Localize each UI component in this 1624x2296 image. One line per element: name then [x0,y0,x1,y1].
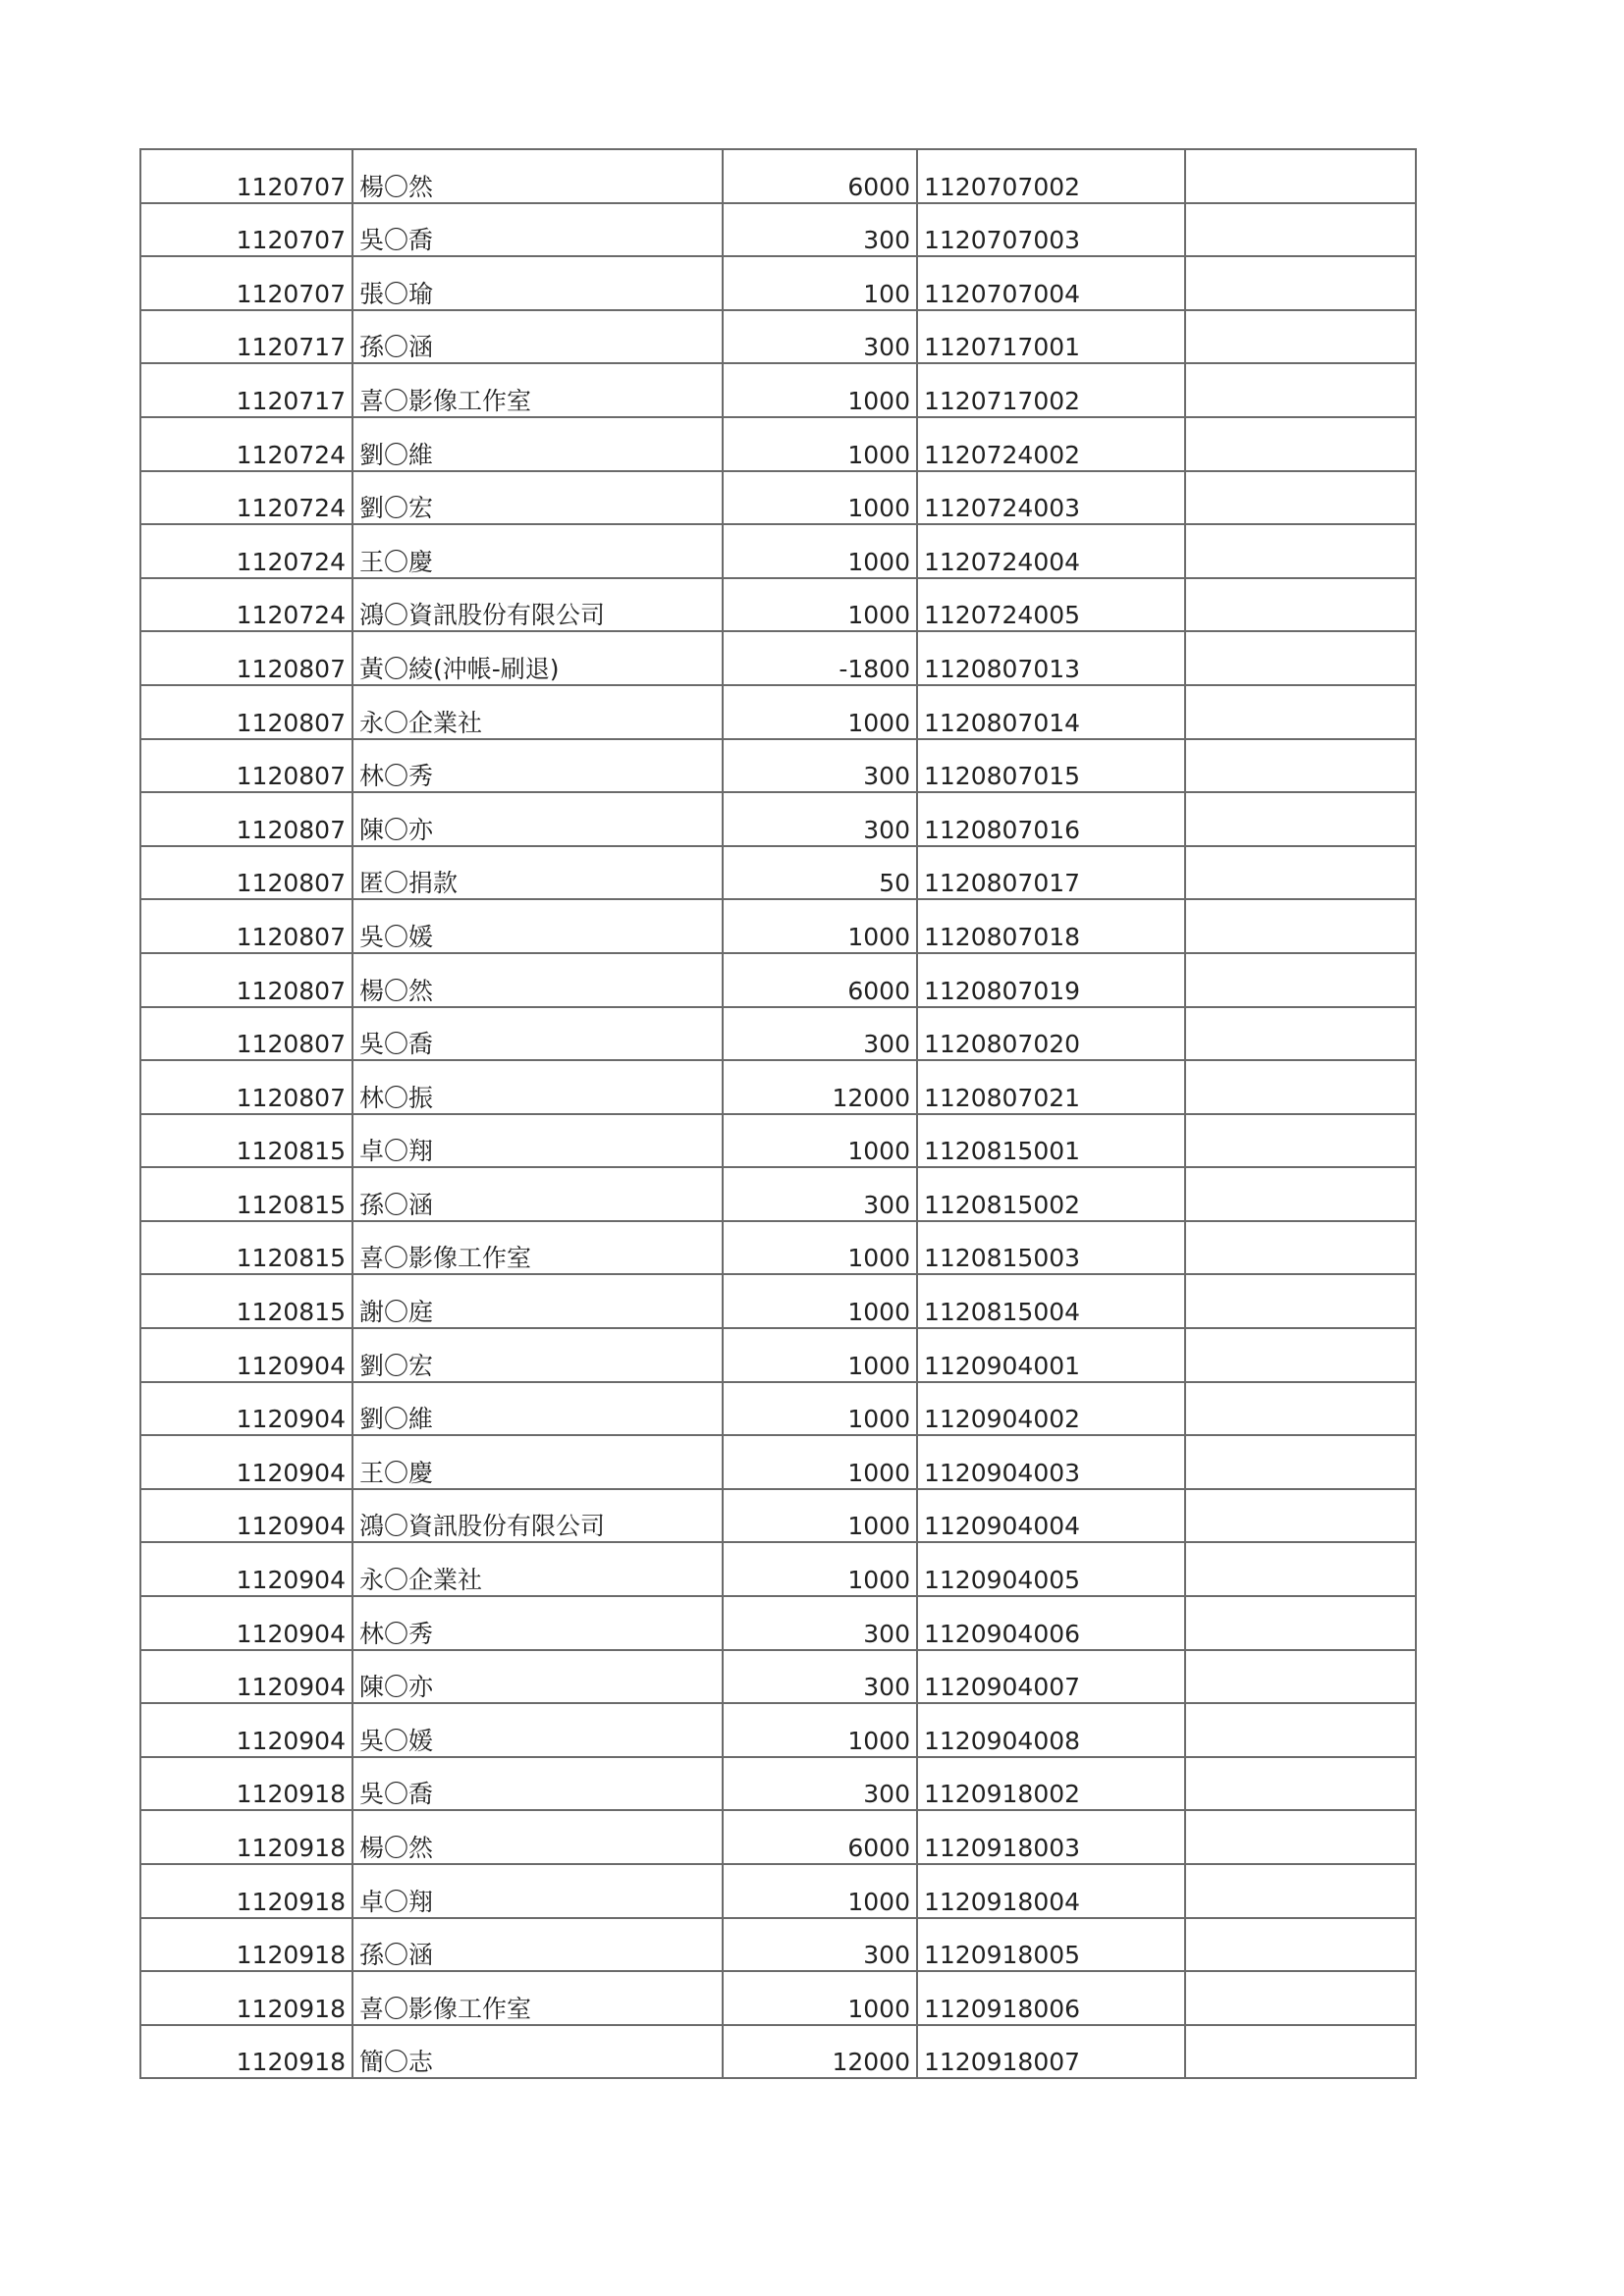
note-cell [1185,1542,1416,1596]
note-cell [1185,1489,1416,1543]
note-cell [1185,846,1416,900]
table-row [140,953,1416,1007]
date-cell: 1120807 [140,899,352,953]
donor-name-cell: 永〇企業社 [352,685,723,739]
note-cell [1185,203,1416,257]
table-row [140,685,1416,739]
note-cell [1185,1274,1416,1328]
donor-name-cell: 鴻〇資訊股份有限公司 [352,578,723,632]
amount-cell: -1800 [723,631,917,685]
donor-name-cell: 張〇瑜 [352,256,723,310]
donor-name-cell: 劉〇維 [352,1382,723,1436]
amount-cell: 300 [723,310,917,364]
table-row [140,1542,1416,1596]
note-cell [1185,1864,1416,1918]
date-cell: 1120918 [140,2025,352,2079]
donor-name-cell: 吳〇媛 [352,1703,723,1757]
date-cell: 1120807 [140,631,352,685]
table-row [140,1060,1416,1114]
note-cell [1185,256,1416,310]
amount-cell: 300 [723,1757,917,1811]
date-cell: 1120904 [140,1596,352,1650]
amount-cell: 1000 [723,899,917,953]
donor-name-cell: 吳〇喬 [352,203,723,257]
date-cell: 1120807 [140,792,352,846]
date-cell: 1120707 [140,149,352,203]
date-cell: 1120707 [140,203,352,257]
amount-cell: 1000 [723,1489,917,1543]
note-cell [1185,1757,1416,1811]
table-row [140,1167,1416,1221]
donor-name-cell: 吳〇媛 [352,899,723,953]
amount-cell: 1000 [723,1328,917,1382]
donor-name-cell: 孫〇涵 [352,310,723,364]
donation-table [139,148,1417,2079]
table-row [140,363,1416,417]
table-row [140,792,1416,846]
date-cell: 1120918 [140,1918,352,1972]
date-cell: 1120807 [140,1060,352,1114]
donor-name-cell: 謝〇庭 [352,1274,723,1328]
note-cell [1185,1060,1416,1114]
note-cell [1185,1650,1416,1704]
note-cell [1185,1114,1416,1168]
receipt-number-cell: 1120918007 [917,2025,1185,2079]
table-row [140,1596,1416,1650]
table-row [140,310,1416,364]
receipt-number-cell: 1120707002 [917,149,1185,203]
amount-cell: 300 [723,1596,917,1650]
amount-cell: 6000 [723,149,917,203]
receipt-number-cell: 1120815003 [917,1221,1185,1275]
donor-name-cell: 吳〇喬 [352,1757,723,1811]
donor-name-cell: 黃〇綾(沖帳-刷退) [352,631,723,685]
donor-name-cell: 匿〇捐款 [352,846,723,900]
table-row [140,1918,1416,1972]
table-row [140,1114,1416,1168]
amount-cell: 1000 [723,1971,917,2025]
receipt-number-cell: 1120707003 [917,203,1185,257]
donor-name-cell: 王〇慶 [352,1435,723,1489]
date-cell: 1120807 [140,685,352,739]
receipt-number-cell: 1120724002 [917,417,1185,471]
donor-name-cell: 喜〇影像工作室 [352,1971,723,2025]
receipt-number-cell: 1120815002 [917,1167,1185,1221]
receipt-number-cell: 1120918005 [917,1918,1185,1972]
amount-cell: 50 [723,846,917,900]
amount-cell: 12000 [723,2025,917,2079]
amount-cell: 1000 [723,524,917,578]
note-cell [1185,2025,1416,2079]
donor-name-cell: 陳〇亦 [352,1650,723,1704]
receipt-number-cell: 1120904005 [917,1542,1185,1596]
table-row [140,203,1416,257]
table-row [140,1274,1416,1328]
note-cell [1185,149,1416,203]
receipt-number-cell: 1120807016 [917,792,1185,846]
date-cell: 1120724 [140,471,352,525]
amount-cell: 300 [723,1918,917,1972]
note-cell [1185,739,1416,793]
note-cell [1185,953,1416,1007]
note-cell [1185,1435,1416,1489]
donor-name-cell: 楊〇然 [352,953,723,1007]
table-row [140,846,1416,900]
amount-cell: 1000 [723,363,917,417]
amount-cell: 300 [723,203,917,257]
note-cell [1185,417,1416,471]
receipt-number-cell: 1120724004 [917,524,1185,578]
donor-name-cell: 卓〇翔 [352,1114,723,1168]
note-cell [1185,685,1416,739]
date-cell: 1120904 [140,1435,352,1489]
date-cell: 1120904 [140,1650,352,1704]
table-row [140,417,1416,471]
receipt-number-cell: 1120807020 [917,1007,1185,1061]
note-cell [1185,1382,1416,1436]
amount-cell: 1000 [723,1435,917,1489]
date-cell: 1120815 [140,1221,352,1275]
table-row [140,149,1416,203]
donor-name-cell: 王〇慶 [352,524,723,578]
table-row [140,1810,1416,1864]
donor-name-cell: 劉〇維 [352,417,723,471]
receipt-number-cell: 1120904003 [917,1435,1185,1489]
note-cell [1185,1596,1416,1650]
amount-cell: 1000 [723,1703,917,1757]
amount-cell: 6000 [723,1810,917,1864]
date-cell: 1120807 [140,1007,352,1061]
amount-cell: 1000 [723,471,917,525]
receipt-number-cell: 1120904004 [917,1489,1185,1543]
date-cell: 1120815 [140,1114,352,1168]
receipt-number-cell: 1120807018 [917,899,1185,953]
table-row [140,899,1416,953]
date-cell: 1120904 [140,1489,352,1543]
table-row [140,578,1416,632]
date-cell: 1120717 [140,363,352,417]
table-row [140,1221,1416,1275]
note-cell [1185,578,1416,632]
table-row [140,524,1416,578]
table-row [140,1382,1416,1436]
receipt-number-cell: 1120717002 [917,363,1185,417]
receipt-number-cell: 1120918002 [917,1757,1185,1811]
donor-name-cell: 喜〇影像工作室 [352,363,723,417]
receipt-number-cell: 1120724005 [917,578,1185,632]
date-cell: 1120904 [140,1703,352,1757]
table-row [140,1650,1416,1704]
amount-cell: 300 [723,739,917,793]
receipt-number-cell: 1120904001 [917,1328,1185,1382]
amount-cell: 1000 [723,1114,917,1168]
amount-cell: 300 [723,792,917,846]
donor-name-cell: 簡〇志 [352,2025,723,2079]
receipt-number-cell: 1120918006 [917,1971,1185,2025]
amount-cell: 1000 [723,578,917,632]
date-cell: 1120717 [140,310,352,364]
amount-cell: 1000 [723,1542,917,1596]
note-cell [1185,1167,1416,1221]
donor-name-cell: 楊〇然 [352,1810,723,1864]
receipt-number-cell: 1120904002 [917,1382,1185,1436]
note-cell [1185,1918,1416,1972]
receipt-number-cell: 1120807014 [917,685,1185,739]
amount-cell: 300 [723,1650,917,1704]
receipt-number-cell: 1120717001 [917,310,1185,364]
table-row [140,1489,1416,1543]
donor-name-cell: 劉〇宏 [352,471,723,525]
donor-name-cell: 林〇秀 [352,739,723,793]
note-cell [1185,471,1416,525]
table-row [140,1007,1416,1061]
date-cell: 1120807 [140,953,352,1007]
note-cell [1185,363,1416,417]
table-row [140,1864,1416,1918]
date-cell: 1120815 [140,1167,352,1221]
date-cell: 1120904 [140,1542,352,1596]
amount-cell: 300 [723,1167,917,1221]
receipt-number-cell: 1120807019 [917,953,1185,1007]
donor-name-cell: 陳〇亦 [352,792,723,846]
amount-cell: 1000 [723,685,917,739]
note-cell [1185,524,1416,578]
table-row [140,256,1416,310]
donor-name-cell: 永〇企業社 [352,1542,723,1596]
amount-cell: 1000 [723,417,917,471]
note-cell [1185,1810,1416,1864]
note-cell [1185,310,1416,364]
amount-cell: 1000 [723,1864,917,1918]
receipt-number-cell: 1120724003 [917,471,1185,525]
note-cell [1185,631,1416,685]
table-row [140,1328,1416,1382]
date-cell: 1120815 [140,1274,352,1328]
receipt-number-cell: 1120707004 [917,256,1185,310]
receipt-number-cell: 1120904008 [917,1703,1185,1757]
amount-cell: 1000 [723,1382,917,1436]
table-row [140,1435,1416,1489]
amount-cell: 6000 [723,953,917,1007]
note-cell [1185,1221,1416,1275]
date-cell: 1120724 [140,417,352,471]
amount-cell: 12000 [723,1060,917,1114]
table-row [140,631,1416,685]
amount-cell: 1000 [723,1221,917,1275]
date-cell: 1120904 [140,1328,352,1382]
donor-name-cell: 林〇秀 [352,1596,723,1650]
receipt-number-cell: 1120904007 [917,1650,1185,1704]
receipt-number-cell: 1120918004 [917,1864,1185,1918]
donor-name-cell: 孫〇涵 [352,1918,723,1972]
receipt-number-cell: 1120807013 [917,631,1185,685]
table-row [140,1703,1416,1757]
donor-name-cell: 孫〇涵 [352,1167,723,1221]
date-cell: 1120904 [140,1382,352,1436]
date-cell: 1120918 [140,1810,352,1864]
date-cell: 1120807 [140,846,352,900]
receipt-number-cell: 1120815004 [917,1274,1185,1328]
table-row [140,1757,1416,1811]
table-row [140,1971,1416,2025]
receipt-number-cell: 1120807017 [917,846,1185,900]
amount-cell: 100 [723,256,917,310]
table-row [140,471,1416,525]
amount-cell: 1000 [723,1274,917,1328]
table-row [140,739,1416,793]
receipt-number-cell: 1120807021 [917,1060,1185,1114]
receipt-number-cell: 1120918003 [917,1810,1185,1864]
date-cell: 1120724 [140,578,352,632]
donor-name-cell: 卓〇翔 [352,1864,723,1918]
date-cell: 1120707 [140,256,352,310]
donation-table-body [140,149,1416,2078]
date-cell: 1120918 [140,1971,352,2025]
date-cell: 1120918 [140,1757,352,1811]
donor-name-cell: 鴻〇資訊股份有限公司 [352,1489,723,1543]
note-cell [1185,1328,1416,1382]
receipt-number-cell: 1120815001 [917,1114,1185,1168]
date-cell: 1120918 [140,1864,352,1918]
donor-name-cell: 楊〇然 [352,149,723,203]
note-cell [1185,1703,1416,1757]
donor-name-cell: 林〇振 [352,1060,723,1114]
amount-cell: 300 [723,1007,917,1061]
receipt-number-cell: 1120807015 [917,739,1185,793]
table-row [140,2025,1416,2079]
note-cell [1185,1971,1416,2025]
note-cell [1185,1007,1416,1061]
date-cell: 1120724 [140,524,352,578]
note-cell [1185,792,1416,846]
donor-name-cell: 吳〇喬 [352,1007,723,1061]
date-cell: 1120807 [140,739,352,793]
note-cell [1185,899,1416,953]
receipt-number-cell: 1120904006 [917,1596,1185,1650]
donor-name-cell: 劉〇宏 [352,1328,723,1382]
donor-name-cell: 喜〇影像工作室 [352,1221,723,1275]
